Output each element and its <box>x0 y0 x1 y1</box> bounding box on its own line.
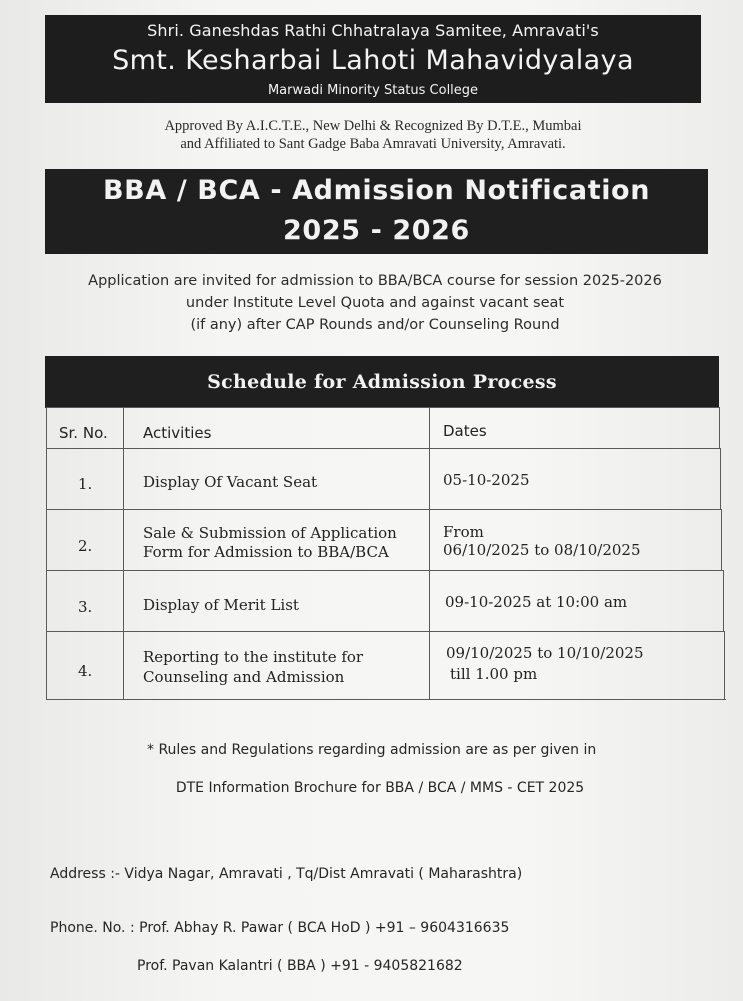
table-border <box>46 631 724 632</box>
row-4-sr: 4. <box>78 662 93 680</box>
table-border <box>46 509 722 510</box>
column-header-dates: Dates <box>443 422 487 440</box>
table-border <box>429 407 430 700</box>
row-4-activity-line-2: Counseling and Admission <box>143 668 345 686</box>
approval-line-2: and Affiliated to Sant Gadge Baba Amravati University, Amravati. <box>180 136 566 152</box>
schedule-heading <box>45 356 719 408</box>
rules-note-line-1: * Rules and Regulations regarding admission are as per given in <box>147 742 597 758</box>
address-line: Address :- Vidya Nagar, Amravati , Tq/Dist Amravati ( Maharashtra) <box>50 866 523 882</box>
college-header <box>45 15 701 103</box>
table-border <box>724 631 725 700</box>
college-name: Smt. Kesharbai Lahoti Mahavidyalaya <box>112 45 634 76</box>
trust-name: Shri. Ganeshdas Rathi Chhatralaya Samitee, Amravati's <box>147 21 599 40</box>
table-border <box>46 699 726 700</box>
row-3-activity: Display of Merit List <box>143 596 299 614</box>
table-border <box>723 570 724 632</box>
rules-note-line-2: DTE Information Brochure for BBA / BCA / MMS - CET 2025 <box>175 780 585 796</box>
table-border <box>46 570 723 571</box>
intro-line-3: (if any) after CAP Rounds and/or Counseling Round <box>190 317 560 333</box>
row-2-activity-line-2: Form for Admission to BBA/BCA <box>143 543 389 561</box>
table-border <box>46 448 721 449</box>
phone-line-2: Prof. Pavan Kalantri ( BBA ) +91 - 9405821682 <box>137 958 463 974</box>
notification-session: 2025 - 2026 <box>283 215 470 246</box>
row-1-date: 05-10-2025 <box>443 471 530 489</box>
table-border <box>720 448 721 510</box>
table-border <box>46 407 47 700</box>
row-2-activity-line-1: Sale & Submission of Application <box>143 524 397 542</box>
intro-line-2: under Institute Level Quota and against vacant seat <box>185 295 565 311</box>
table-border <box>721 509 722 571</box>
row-3-date: 09-10-2025 at 10:00 am <box>445 593 628 611</box>
column-header-activities: Activities <box>143 424 212 442</box>
row-3-sr: 3. <box>78 598 93 616</box>
notification-banner <box>45 169 708 254</box>
column-header-sr-no: Sr. No. <box>59 424 108 442</box>
row-1-sr: 1. <box>78 475 93 493</box>
college-status: Marwadi Minority Status College <box>267 83 479 98</box>
table-border <box>46 407 720 408</box>
intro-line-1: Application are invited for admission to BBA/BCA course for session 2025-2026 <box>88 273 662 289</box>
row-4-date-line-1: 09/10/2025 to 10/10/2025 <box>446 644 644 662</box>
row-2-date-line-1: From <box>443 523 484 541</box>
approval-line-1: Approved By A.I.C.T.E., New Delhi & Recognized By D.T.E., Mumbai <box>164 118 582 134</box>
table-border <box>123 407 124 700</box>
table-border <box>719 407 720 449</box>
row-2-date-line-2: 06/10/2025 to 08/10/2025 <box>443 541 641 559</box>
schedule-heading-text: Schedule for Admission Process <box>207 371 557 393</box>
row-4-date-line-2: till 1.00 pm <box>450 665 538 683</box>
phone-line-1: Phone. No. : Prof. Abhay R. Pawar ( BCA HoD ) +91 – 9604316635 <box>50 920 510 936</box>
row-1-activity: Display Of Vacant Seat <box>143 473 318 491</box>
row-4-activity-line-1: Reporting to the institute for <box>143 648 364 666</box>
row-2-sr: 2. <box>78 537 93 555</box>
notification-title: BBA / BCA - Admission Notification <box>102 175 651 206</box>
